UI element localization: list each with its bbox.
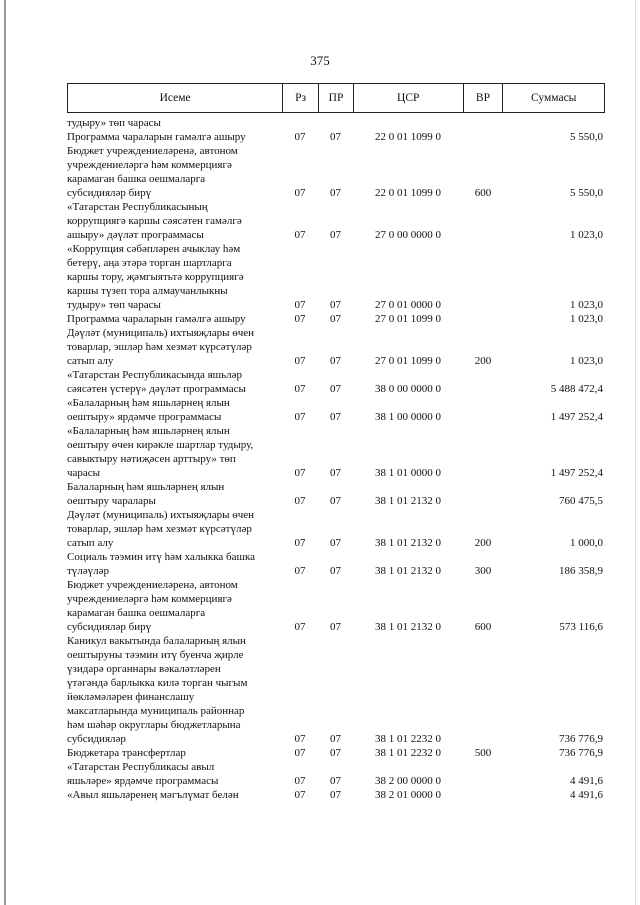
row-rz: 07 <box>294 383 306 395</box>
row-name <box>67 508 282 550</box>
row-rz: 07 <box>294 495 306 507</box>
header-sum: Суммасы <box>502 84 604 112</box>
row-name-line: Бюджетара трансфертлар <box>67 747 186 759</box>
row-pr: 07 <box>330 775 341 787</box>
row-name-line: каршы түзеп тора алмаучанлыкны <box>67 285 228 297</box>
row-name-line: коррупциягә каршы сәясәтен гамәлгә <box>67 215 242 227</box>
row-rz: 07 <box>294 747 306 759</box>
row-sum: 186 358,9 <box>559 565 603 577</box>
header-csr: ЦСР <box>353 84 463 112</box>
row-pr: 07 <box>330 733 341 745</box>
row-vr: 500 <box>474 747 492 759</box>
row-name-line: тудыру» төп чарасы <box>67 117 161 129</box>
row-vr: 300 <box>474 565 492 577</box>
table-row <box>67 368 605 396</box>
row-name <box>67 424 282 480</box>
row-name <box>67 396 282 424</box>
row-name-line: Дәүләт (муниципаль) ихтыяҗлары өчен <box>67 509 255 521</box>
row-rz: 07 <box>294 131 306 143</box>
table-row <box>67 760 605 788</box>
row-pr: 07 <box>330 355 341 367</box>
row-csr: 38 1 01 2132 0 <box>375 495 441 507</box>
row-rz: 07 <box>294 411 306 423</box>
table-header <box>67 83 605 113</box>
row-name-line: тудыру» төп чарасы <box>67 299 161 311</box>
row-rz: 07 <box>294 775 306 787</box>
row-name-line: оештыру өчен кирәкле шартлар тудыру, <box>67 439 254 451</box>
row-name <box>67 578 282 634</box>
row-name-line: «Авыл яшьләренең мәгълүмат белән <box>67 789 239 801</box>
row-name-line: «Балаларның һәм яшьләрнең ялын <box>67 425 230 437</box>
row-pr: 07 <box>330 383 341 395</box>
row-name-line: оештыруны тәэмин итү буенча җирле <box>67 649 244 661</box>
row-sum: 1 497 252,4 <box>550 411 603 423</box>
table-body <box>67 116 605 802</box>
row-name-line: Бюджет учреждениеләренә, автоном <box>67 145 238 157</box>
row-name-line: һәм шәһәр округлары бюджетларына <box>67 719 241 731</box>
row-csr: 38 1 01 2132 0 <box>375 537 441 549</box>
table-row <box>67 578 605 634</box>
row-csr: 38 2 01 0000 0 <box>375 789 441 801</box>
row-name-line: чарасы <box>67 467 101 479</box>
row-pr: 07 <box>330 789 341 801</box>
row-sum: 736 776,9 <box>559 733 603 745</box>
row-vr: 600 <box>474 187 492 199</box>
row-csr: 27 0 01 1099 0 <box>375 313 441 325</box>
row-name <box>67 550 282 578</box>
row-pr: 07 <box>330 621 341 633</box>
table-row <box>67 424 605 480</box>
page-number: 375 <box>310 53 330 68</box>
row-name <box>67 788 282 802</box>
row-sum: 4 491,6 <box>570 775 603 787</box>
table-row <box>67 634 605 746</box>
row-csr: 27 0 00 0000 0 <box>375 229 441 241</box>
row-name <box>67 144 282 200</box>
row-pr: 07 <box>330 187 341 199</box>
row-rz: 07 <box>294 187 306 199</box>
row-csr: 38 2 00 0000 0 <box>375 775 441 787</box>
table-row <box>67 116 605 130</box>
table-row <box>67 508 605 550</box>
table-row <box>67 550 605 578</box>
row-name-line: яшьләре» ярдәмче программасы <box>67 775 219 787</box>
row-sum: 1 023,0 <box>570 355 603 367</box>
row-name-line: түләүләр <box>67 565 110 577</box>
row-name <box>67 242 282 312</box>
row-pr: 07 <box>330 411 341 423</box>
row-vr: 600 <box>474 621 492 633</box>
row-rz: 07 <box>294 229 306 241</box>
row-rz: 07 <box>294 313 306 325</box>
row-csr: 38 1 00 0000 0 <box>375 411 441 423</box>
row-name-line: «Коррупция сәбәпләрен ачыклау һәм <box>67 243 241 255</box>
row-name-line: карамаган башка оешмаларга <box>67 607 206 619</box>
table-row <box>67 396 605 424</box>
row-name-line: «Татарстан Республикасы авыл <box>67 761 215 773</box>
table-row <box>67 788 605 802</box>
row-name-line: Бюджет учреждениеләренә, автоном <box>67 579 238 591</box>
header-name: Исеме <box>159 92 191 104</box>
row-rz: 07 <box>294 733 306 745</box>
row-name-line: Дәүләт (муниципаль) ихтыяҗлары өчен <box>67 327 255 339</box>
row-pr: 07 <box>330 229 341 241</box>
row-pr: 07 <box>330 313 341 325</box>
table-row <box>67 200 605 242</box>
row-name <box>67 326 282 368</box>
row-vr: 200 <box>474 355 492 367</box>
row-name-line: субсидияләр <box>67 733 126 745</box>
row-csr: 38 0 00 0000 0 <box>375 383 441 395</box>
row-rz: 07 <box>294 789 306 801</box>
row-sum: 573 116,6 <box>559 621 603 633</box>
row-name-line: товарлар, эшләр һәм хезмәт күрсәтүләр <box>67 523 252 535</box>
row-csr: 22 0 01 1099 0 <box>375 131 441 143</box>
row-csr: 38 1 01 2132 0 <box>375 621 441 633</box>
table-row <box>67 746 605 760</box>
row-name <box>67 200 282 242</box>
row-name-line: савыктыру нәтиҗәсен арттыру» төп <box>67 453 236 465</box>
scan-edge-line <box>635 0 636 905</box>
header-vr: ВР <box>463 84 503 112</box>
row-name <box>67 116 282 130</box>
row-pr: 07 <box>330 537 341 549</box>
row-name-line: оештыру» ярдәмче программасы <box>67 411 222 423</box>
row-name <box>67 130 282 144</box>
row-name-line: сатып алу <box>67 537 114 549</box>
row-sum: 760 475,5 <box>559 495 603 507</box>
row-name <box>67 760 282 788</box>
table-row <box>67 144 605 200</box>
row-name-line: учреждениеләргә һәм коммерциягә <box>67 593 232 605</box>
row-name-line: максатларында муниципаль районнар <box>67 705 245 717</box>
row-name-line: товарлар, эшләр һәм хезмәт күрсәтүләр <box>67 341 252 353</box>
row-sum: 5 550,0 <box>570 187 603 199</box>
row-csr: 38 1 01 2232 0 <box>375 747 441 759</box>
row-name-line: сәясәтен үстерү» дәүләт программасы <box>67 383 246 395</box>
row-name-line: Балаларның һәм яшьләрнең ялын <box>67 481 225 493</box>
row-csr: 38 1 01 0000 0 <box>375 467 441 479</box>
row-name <box>67 368 282 396</box>
row-sum: 5 488 472,4 <box>550 383 603 395</box>
row-name-line: үтәгәндә барлыкка килә торган чыгым <box>67 677 248 689</box>
row-csr: 27 0 01 0000 0 <box>375 299 441 311</box>
row-name <box>67 634 282 746</box>
row-csr: 22 0 01 1099 0 <box>375 187 441 199</box>
row-name-line: үзидарә органнары вәкаләтләрен <box>67 663 221 675</box>
row-csr: 38 1 01 2232 0 <box>375 733 441 745</box>
row-name-line: сатып алу <box>67 355 114 367</box>
row-name-line: «Татарстан Республикасында яшьләр <box>67 369 243 381</box>
row-pr: 07 <box>330 495 341 507</box>
row-sum: 736 776,9 <box>559 747 603 759</box>
row-rz: 07 <box>294 355 306 367</box>
row-rz: 07 <box>294 621 306 633</box>
row-name-line: каршы тору, җәмгыятьтә коррупциягә <box>67 271 244 283</box>
row-name-line: Каникул вакытында балаларның ялын <box>67 635 246 647</box>
row-name-line: учреждениеләргә һәм коммерциягә <box>67 159 232 171</box>
row-name-line: йөкләмәләрен финанслашу <box>67 691 195 703</box>
row-name-line: субсидияләр бирү <box>67 187 152 199</box>
row-name-line: оештыру чаралары <box>67 495 156 507</box>
table-row <box>67 130 605 144</box>
row-rz: 07 <box>294 467 306 479</box>
scan-margin-line <box>4 0 6 905</box>
row-name <box>67 480 282 508</box>
row-rz: 07 <box>294 537 306 549</box>
row-name-line: Социаль тәэмин итү һәм халыкка башка <box>67 551 256 563</box>
row-pr: 07 <box>330 565 341 577</box>
row-csr: 27 0 01 1099 0 <box>375 355 441 367</box>
row-sum: 1 000,0 <box>570 537 603 549</box>
row-pr: 07 <box>330 467 341 479</box>
row-name-line: Программа чараларын гамәлгә ашыру <box>67 313 246 325</box>
row-pr: 07 <box>330 747 341 759</box>
table-row <box>67 326 605 368</box>
row-rz: 07 <box>294 565 306 577</box>
table-row <box>67 480 605 508</box>
header-pr: ПР <box>318 84 353 112</box>
row-pr: 07 <box>330 299 341 311</box>
row-sum: 5 550,0 <box>570 131 603 143</box>
table-row <box>67 312 605 326</box>
row-rz: 07 <box>294 299 306 311</box>
row-sum: 1 023,0 <box>570 313 603 325</box>
row-name-line: «Балаларның һәм яшьләрнең ялын <box>67 397 230 409</box>
row-name-line: карамаган башка оешмаларга <box>67 173 206 185</box>
row-name <box>67 312 282 326</box>
row-sum: 1 023,0 <box>570 229 603 241</box>
row-name-line: ашыру» дәүләт программасы <box>67 229 204 241</box>
row-name-line: бетерү, аңа этәрә торган шартларга <box>67 257 232 269</box>
row-vr: 200 <box>474 537 492 549</box>
row-name-line: Программа чараларын гамәлгә ашыру <box>67 131 246 143</box>
row-name-line: субсидияләр бирү <box>67 621 152 633</box>
row-sum: 1 497 252,4 <box>550 467 603 479</box>
table-row <box>67 242 605 312</box>
row-sum: 1 023,0 <box>570 299 603 311</box>
row-sum: 4 491,6 <box>570 789 603 801</box>
row-name <box>67 746 282 760</box>
row-pr: 07 <box>330 131 341 143</box>
row-name-line: «Татарстан Республикасының <box>67 201 208 213</box>
header-rz: Рз <box>282 84 318 112</box>
row-csr: 38 1 01 2132 0 <box>375 565 441 577</box>
